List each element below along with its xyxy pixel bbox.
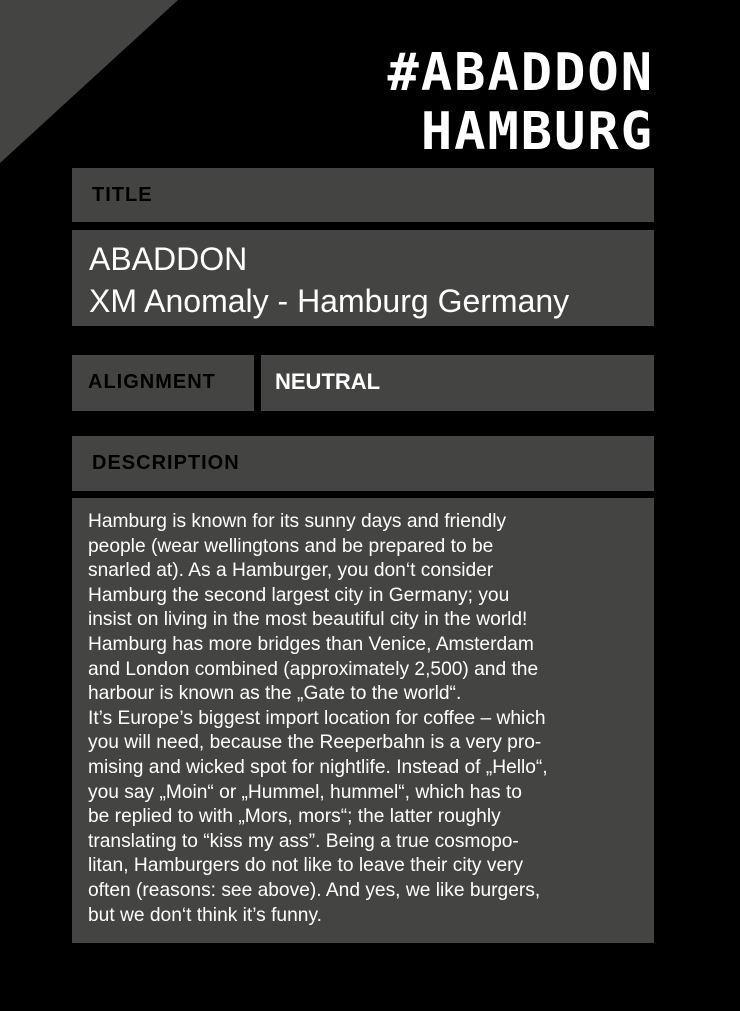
alignment-value-panel [261,355,654,411]
title-value-line-1: ABADDON [89,241,248,277]
description-label: DESCRIPTION [92,452,240,474]
description-line: snarled at). As a Hamburger, you don‘t consider [88,560,494,582]
title-label-panel [72,168,654,222]
description-line: be replied to with „Mors, mors“; the latter roughly [88,806,501,828]
description-line: but we don‘t think it’s funny. [88,904,322,926]
description-line: you will need, because the Reeperbahn is a very pro- [88,732,542,754]
alignment-label: ALIGNMENT [88,371,216,393]
description-line: Hamburg the second largest city in Germany; you [88,584,510,606]
title-value-panel [72,230,654,326]
description-line: Hamburg is known for its sunny days and friendly [88,511,507,532]
description-text [88,510,644,928]
description-line: litan, Hamburgers do not like to leave their city very [88,855,524,877]
corner-wedge-decoration [0,0,178,163]
title-label: TITLE [92,184,153,206]
description-line: translating to “kiss my ass”. Being a true cosmopo- [88,830,519,852]
description-line: you say „Moin“ or „Hummel, hummel“, which has to [88,781,522,803]
description-line: It’s Europe’s biggest import location for coffee – which [88,707,546,729]
description-line: people (wear wellingtons and be prepared to be [88,535,494,557]
title-value-line-2: XM Anomaly - Hamburg Germany [89,283,570,319]
description-line: and London combined (approximately 2,500) and the [88,658,539,680]
description-value-panel [72,498,654,943]
description-line: insist on living in the most beautiful city in the world! [88,609,528,631]
card-header [388,44,654,162]
description-line: Hamburg has more bridges than Venice, Amsterdam [88,633,534,655]
description-label-panel [72,436,654,491]
description-line: mising and wicked spot for nightlife. Instead of „Hello“, [88,756,548,778]
header-city: HAMBURG [420,102,654,162]
alignment-value: NEUTRAL [275,369,381,394]
title-value [89,238,569,322]
header-hashtag: #ABADDON [387,43,654,103]
alignment-label-panel [72,355,254,411]
description-line: harbour is known as the „Gate to the world“. [88,683,462,705]
description-line: often (reasons: see above). And yes, we like burgers, [88,879,541,901]
